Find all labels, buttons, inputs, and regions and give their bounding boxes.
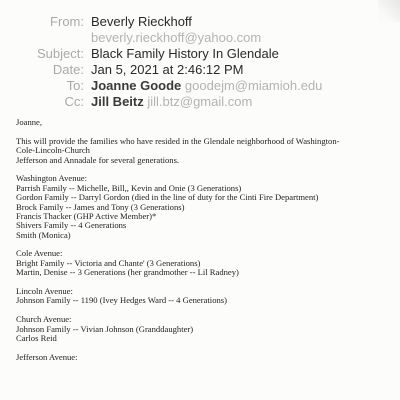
section-heading: Jefferson Avenue:: [16, 351, 78, 362]
family-line: Johnson Family -- Vivian Johnson (Granddaughter): [16, 323, 194, 334]
subject-label: Subject:: [37, 46, 84, 61]
from-name: Beverly Rieckhoff: [91, 14, 192, 29]
family-line: Parrish Family -- Michelle, Bill,, Kevin and Onie (3 Generations): [16, 182, 242, 193]
family-line: Carlos Reid: [16, 332, 57, 343]
family-line: Francis Thacker (GHP Active Member)*: [16, 210, 157, 221]
family-line: Bright Family -- Victoria and Chante' (3 Generations): [16, 257, 201, 268]
intro-line: This will provide the families who have resided in the Glendale neighborhood of Washington-: [16, 135, 340, 146]
to-email: goodejm@miamioh.edu: [184, 78, 323, 93]
section-heading: Lincoln Avenue:: [16, 286, 73, 297]
to-name: Joanne Goode: [91, 78, 182, 93]
to-recipient: [91, 78, 322, 93]
cc-recipient: [91, 94, 252, 109]
family-line: Martin, Denise -- 3 Generations (her grandmother -- Lil Radney): [16, 267, 239, 278]
date-row: [0, 62, 400, 79]
section-heading: Church Avenue:: [16, 314, 72, 325]
date-text: Jan 5, 2021 at 2:46:12 PM: [91, 62, 244, 77]
subject-text: Black Family History In Glendale: [91, 46, 279, 61]
family-line: Johnson Family -- 1190 (Ivey Hedges Ward -- 4 Generations): [16, 295, 227, 306]
cc-email: jill.btz@gmail.com: [147, 94, 253, 109]
cc-row: [0, 94, 400, 111]
from-row: [0, 14, 400, 31]
from-email-row: [0, 30, 400, 47]
from-email: beverly.rieckhoff@yahoo.com: [91, 30, 262, 45]
from-label: From:: [50, 14, 84, 29]
to-label: To:: [66, 78, 84, 93]
family-line: Shivers Family -- 4 Generations: [16, 220, 127, 231]
family-line: Gordon Family -- Darryl Gordon (died in the line of duty for the Cinti Fire Department): [16, 192, 319, 203]
intro-line: Cole-Lincoln-Church: [16, 145, 90, 156]
email-body: [16, 118, 388, 362]
cc-label: Cc:: [64, 94, 84, 109]
date-label: Date:: [52, 62, 84, 77]
to-row: [0, 78, 400, 95]
subject-row: [0, 46, 400, 63]
intro-line: Jefferson and Annadale for several generations.: [16, 154, 180, 165]
cc-name: Jill Beitz: [91, 94, 144, 109]
family-line: Smith (Monica): [16, 229, 71, 240]
section-heading: Cole Avenue:: [16, 248, 63, 259]
section-heading: Washington Avenue:: [16, 173, 87, 184]
family-line: Brock Family -- James and Tony (3 Generations): [16, 201, 185, 212]
greeting: Joanne,: [16, 117, 43, 127]
